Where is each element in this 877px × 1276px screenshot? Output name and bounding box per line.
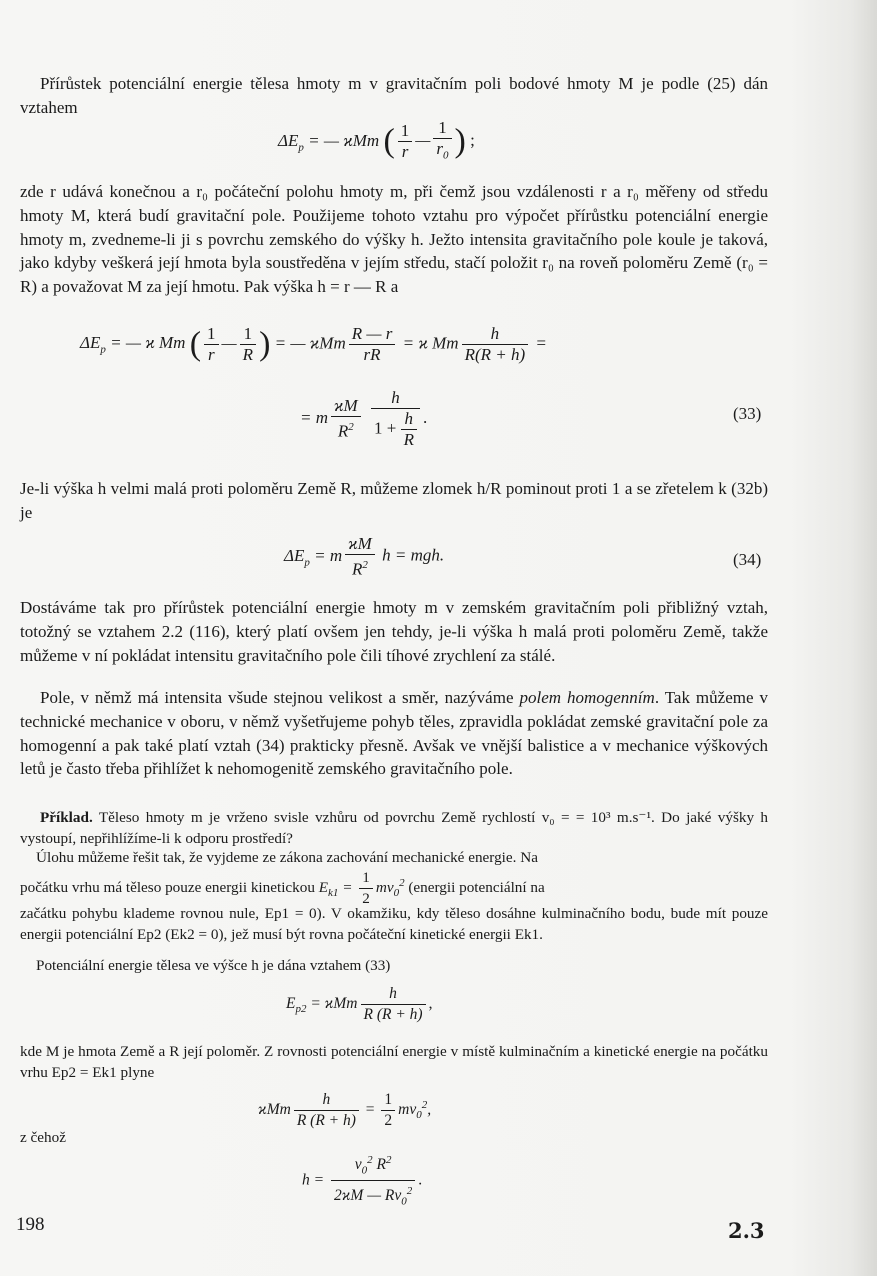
- equation-number-33: (33): [733, 404, 762, 423]
- example-label: Příklad.: [40, 809, 93, 826]
- example-text: Těleso hmoty m je vrženo svisle vzhůru od povrchu Země rychlostí v₀ = = 10³ m.s⁻¹. Do jaké výšky h vystoupí, nepřihlížíme-li k odporu prostředí?: [20, 809, 768, 847]
- equation-33-line-1: $\Delta E_p$ = — ϰ Mm ( $\frac{1}{r}$ — $\frac{1}{R}$ ) = — ϰMm $\frac{R — r}{rR}$ = ϰ Mm $\frac{h}{R(R + h)}$ =: [80, 324, 547, 364]
- paragraph-4: Dostáváme tak pro přírůstek potenciální energie hmoty m v zemském gravitačním poli přibližný vztah, totožný se vztahem 2.2 (116), který platí ovšem jen tehdy, je-li výška h malá proti poloměru Země, takže můžeme v ní pokládat intensitu gravitačního pole čili tíhové zrychlení za stálé.: [20, 598, 768, 665]
- paragraph-5-text-a: Pole, v němž má intensita všude stejnou velikost a směr, nazýváme: [40, 688, 514, 707]
- example-solution-6: z čehož: [20, 1129, 66, 1146]
- equation-number-34: (34): [733, 550, 762, 569]
- example-solution-4: Potenciální energie tělesa ve výšce h je dána vztahem (33): [36, 957, 391, 974]
- equation-33-line-2: = m $\frac{ϰM}{R^2}$ h 1 + $\frac{h}{R}$ .: [300, 388, 428, 449]
- example-solution-3: začátku pohybu klademe rovnou nule, Ep1 = 0). V okamžiku, kdy těleso dosáhne kulminačního bodu, bude mít pouze energii potenciální Ep2 (Ek2 = 0), jež musí být rovna počáteční kinetické energii Ek1.: [20, 905, 768, 943]
- paragraph-5: [20, 686, 768, 781]
- equation-ep2: $E_{p2} = ϰMm$ $\frac{h}{R (R + h)}$ ,: [286, 985, 433, 1023]
- example-solution-2: počátku vrhu má těleso pouze energii kinetickou $E_{k1}$ = $\frac{1}{2}$ $mv_0^2$ (energii potenciální na: [20, 869, 545, 907]
- paragraph-3: Je-li výška h velmi malá proti poloměru Země R, můžeme zlomek h/R pominout proti 1 a se zřetelem k (32b) je: [20, 479, 768, 522]
- paragraph-2: zde r udává konečnou a r₀ počáteční polohu hmoty m, při čemž jsou vzdálenosti r a r₀ měřeny od středu hmoty M, která budí gravitační pole. Použijeme tohoto vztahu pro výpočet přírůstku potenciální energie hmoty m, zvedneme-li ji s povrchu zemského do výšky h. Ježto intensita gravitačního pole koule je taková, jako kdyby veškerá její hmota byla soustředěna v jejím středu, stačí položit r₀ na roveň poloměru Země (r₀ = R) a považovat M za její hmotu. Pak výška h = r — R a: [20, 182, 768, 297]
- example-solution-1: Úlohu můžeme řešit tak, že vyjdeme ze zákona zachování mechanické energie. Na: [36, 849, 538, 866]
- page-number: 198: [16, 1214, 45, 1235]
- emphasis-homogeneous-field: polem homogenním: [519, 688, 655, 707]
- section-number: 2.3: [728, 1218, 765, 1243]
- equation-34: $\Delta E_p = m$ $\frac{ϰM}{R^2}$ h = mgh.: [284, 534, 445, 579]
- equation-34-tail: h = mgh.: [382, 545, 445, 565]
- equation-energy-equality: ϰMm $\frac{h}{R (R + h)}$ = $\frac{1}{2}$ $mv_0^2$,: [258, 1091, 432, 1129]
- equation-delta-ep-1: $\Delta E_p$ = — ϰMm ( $\frac{1}{r}$ — $\frac{1}{r_0}$ ) ;: [278, 118, 475, 162]
- example-paragraph: [20, 808, 768, 849]
- equation-height-result: h = $\frac{v_0^2 R^2}{2ϰM — Rv_0^2}$ .: [302, 1150, 422, 1212]
- example-solution-2a: počátku vrhu má těleso pouze energii kinetickou: [20, 878, 315, 896]
- example-solution-2b: (energii potenciální na: [408, 878, 545, 896]
- paragraph-5-text-b: . Tak můžeme v technické mechanice v oboru, v němž vyšetřujeme pohyb těles, zpravidla pokládat zemské gravitační pole za homogenní a pak také platí vztah (34) prakticky přesně. Avšak ve vnější balistice a v mechanice výškových letů je často třeba přihlížet k nehomogenitě zemského gravitačního pole.: [20, 688, 768, 779]
- paragraph-1: Přírůstek potenciální energie tělesa hmoty m v gravitačním poli bodové hmoty M je podle (25) dán vztahem: [20, 74, 768, 117]
- example-solution-5: kde M je hmota Země a R její poloměr. Z rovnosti potenciální energie v místě kulminačním a kinetické energie na počátku vrhu Ep2 = Ek1 plyne: [20, 1043, 768, 1081]
